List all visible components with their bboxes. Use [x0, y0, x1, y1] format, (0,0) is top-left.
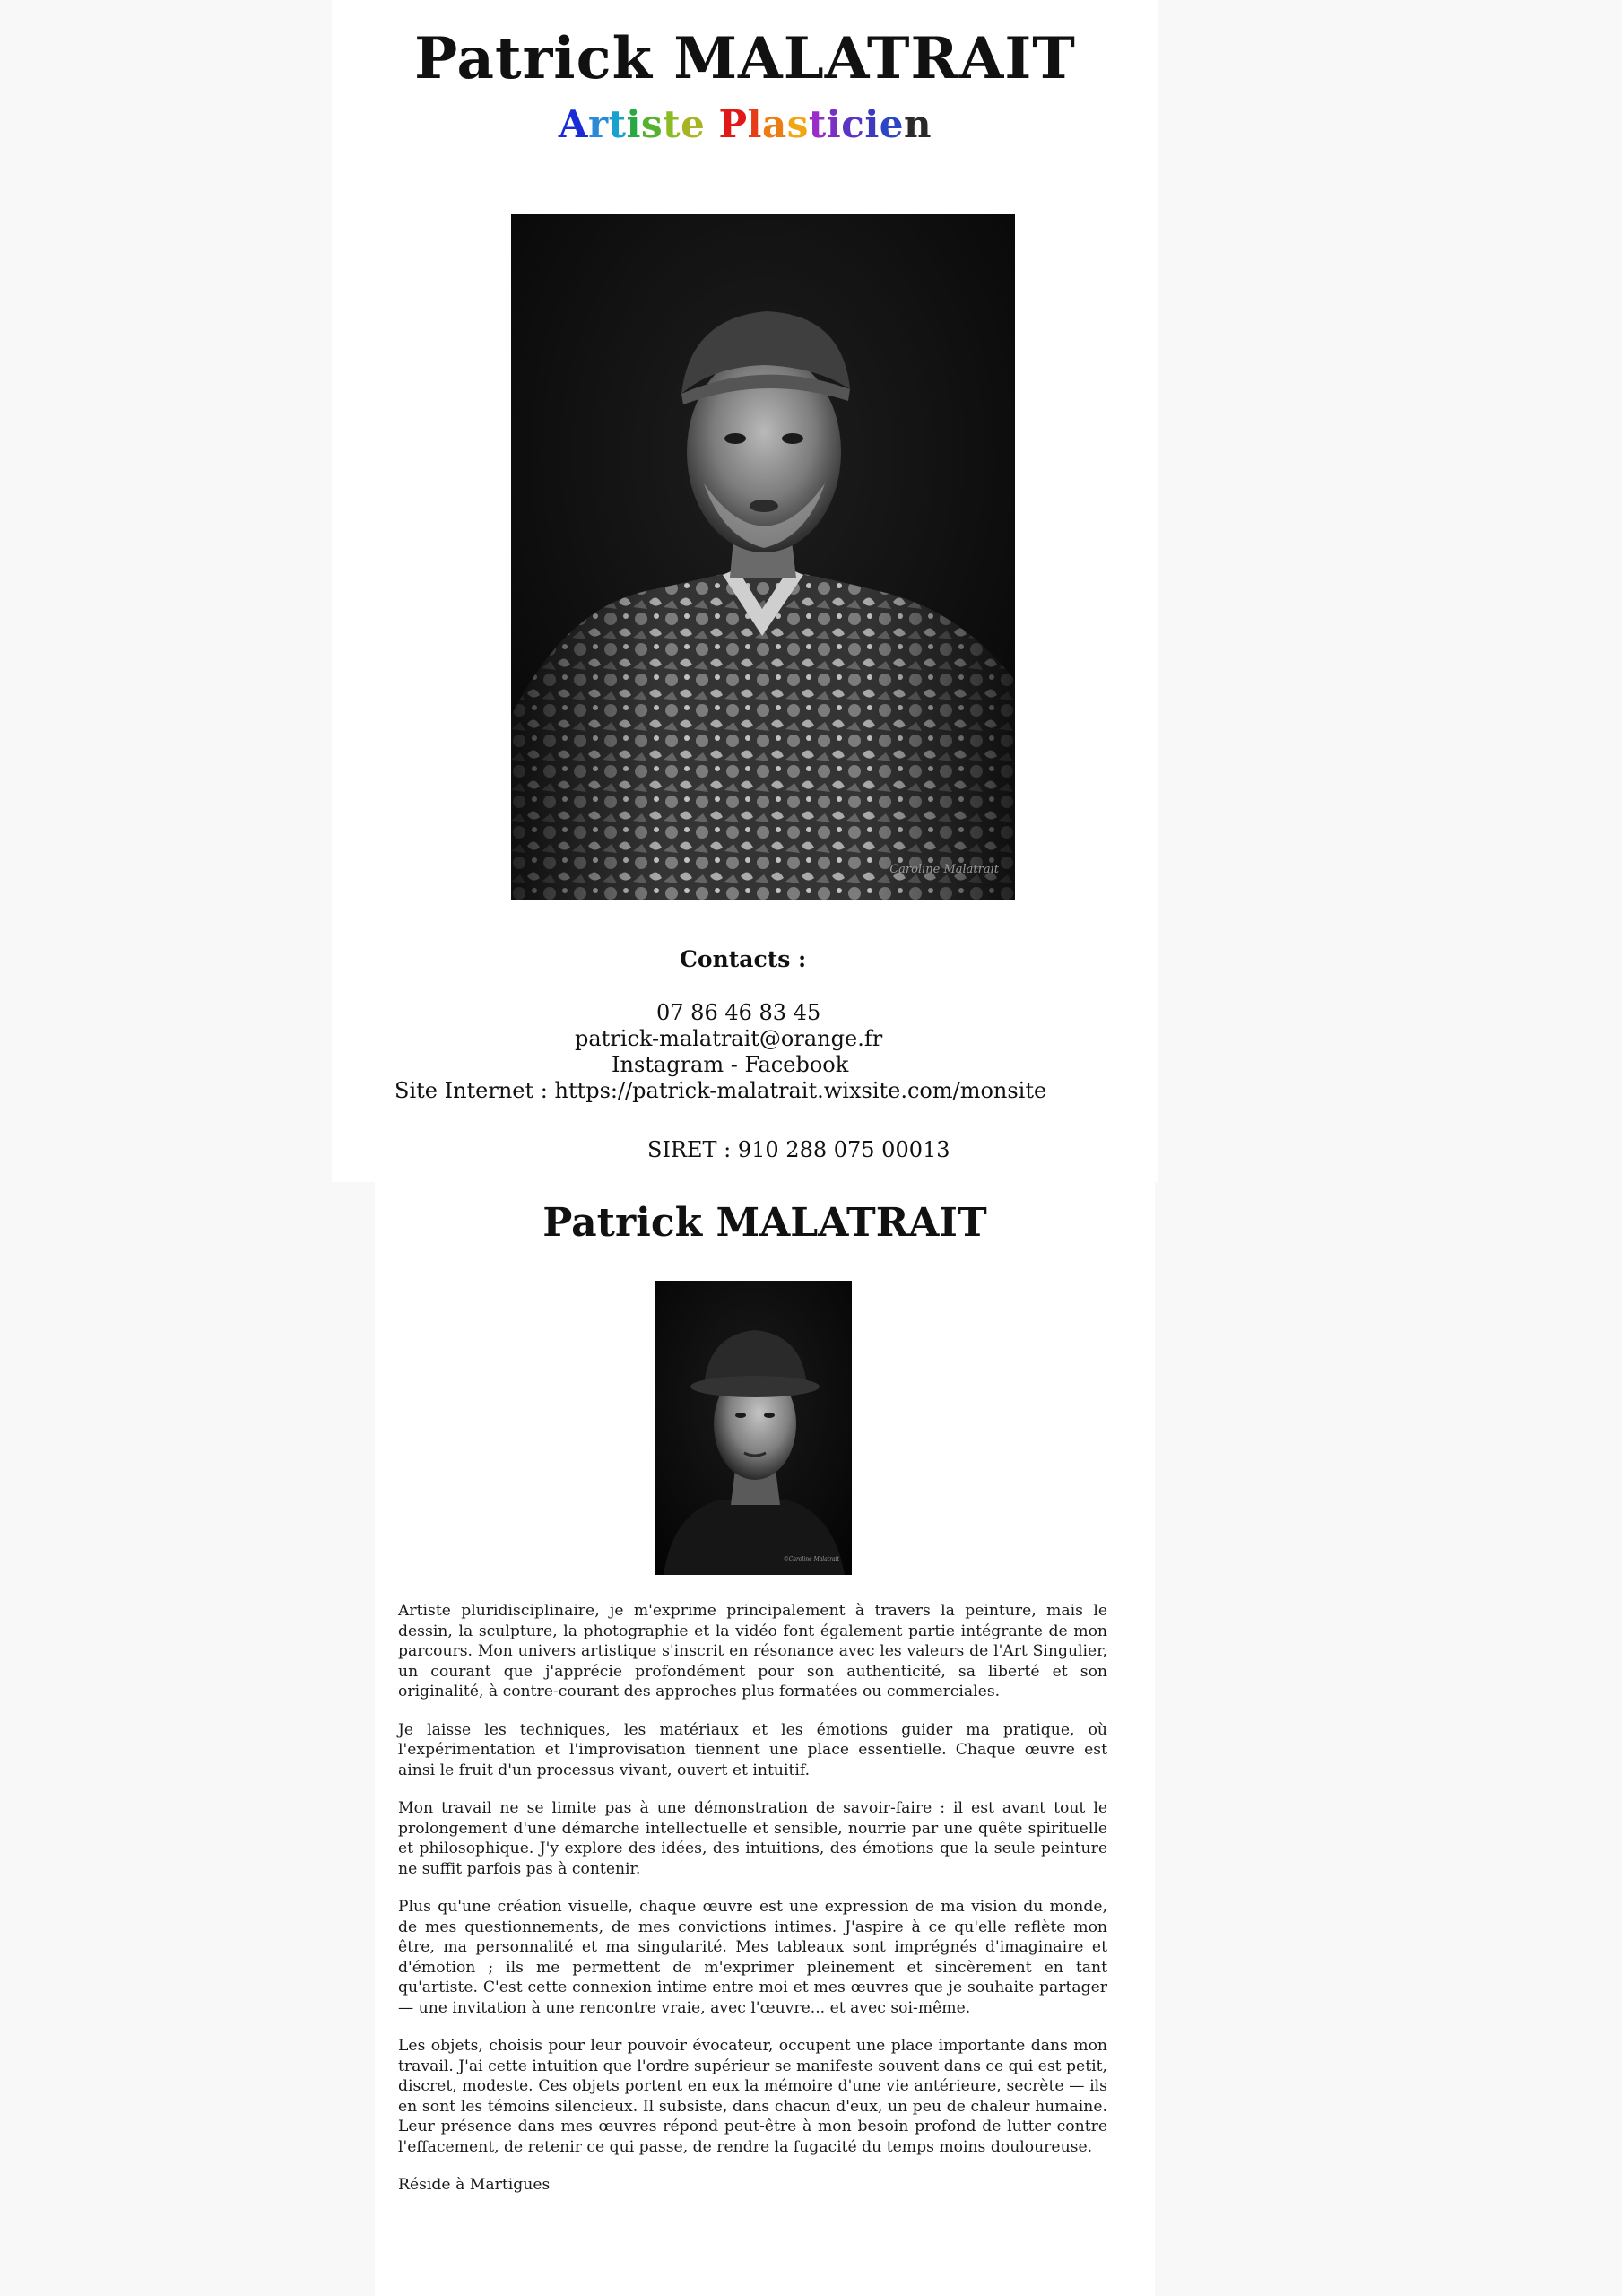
subtitle-letter: i — [864, 102, 880, 146]
subtitle-letter: l — [747, 102, 762, 146]
artist-portrait-large — [511, 214, 1015, 900]
subtitle-letter: i — [626, 102, 642, 146]
subtitle-letter: P — [718, 102, 748, 146]
contact-social-links[interactable]: Instagram - Facebook — [612, 1052, 849, 1077]
artist-biography — [398, 1601, 1107, 2213]
subtitle-letter: c — [841, 102, 865, 146]
subtitle-letter: s — [641, 102, 664, 146]
subtitle-letter: i — [826, 102, 842, 146]
subtitle-letter: t — [808, 102, 827, 146]
artist-name-heading: Patrick MALATRAIT — [542, 1200, 987, 1246]
photo-credit: Caroline Malatrait — [889, 863, 999, 876]
subtitle-letter: n — [904, 102, 932, 146]
contacts-heading: Contacts : — [680, 946, 807, 972]
subtitle-letter — [705, 102, 718, 146]
bio-paragraph: Artiste pluridisciplinaire, je m'exprime principalement à travers la peinture, mais le dessin, la sculpture, la photographie et la vidéo font également partie intégrante de mon parcours. Mon univers artistique s'inscrit en résonance avec les valeurs de l'Art Singulier, un courant que j'apprécie profondément pour son authenticité, sa liberté et son originalité, à contre-courant des approches plus formatées ou commerciales. — [398, 1602, 1107, 1700]
contact-phone[interactable]: 07 86 46 83 45 — [656, 1000, 821, 1025]
artist-portrait-small — [655, 1281, 852, 1575]
contact-email[interactable]: patrick-malatrait@orange.fr — [575, 1026, 883, 1051]
subtitle-letter: e — [681, 102, 706, 146]
artist-name-title: Patrick MALATRAIT — [414, 25, 1076, 92]
contact-siret: SIRET : 910 288 075 00013 — [647, 1137, 950, 1162]
subtitle-letter: t — [663, 102, 681, 146]
subtitle-letter: a — [762, 102, 787, 146]
subtitle-letter: r — [588, 102, 609, 146]
photo-credit-small: ©Caroline Malatrait — [783, 1556, 839, 1562]
subtitle-letter: e — [879, 102, 905, 146]
bio-paragraph: Je laisse les techniques, les matériaux et les émotions guider ma pratique, où l'expérimentation et l'improvisation tiennent une place essentielle. Chaque œuvre est ainsi le fruit d'un processus vivant, ouvert et intuitif. — [398, 1720, 1107, 1779]
bio-paragraph: Plus qu'une création visuelle, chaque œuvre est une expression de ma vision du monde, de mes questionnements, de mes convictions intimes. J'aspire à ce qu'elle reflète mon être, ma personnalité et ma singularité. Mes tableaux sont imprégnés d'imaginaire et d'émotion ; ils me permettent de m'exprimer pleinement et sincèrement en tant qu'artiste. C'est cette connexion intime entre moi et mes œuvres que je souhaite partager — une invitation à une rencontre vraie, avec l'œuvre... et avec soi-même. — [398, 1898, 1107, 2017]
subtitle-letter: s — [786, 102, 809, 146]
bio-residence: Réside à Martigues — [398, 2176, 551, 2194]
subtitle-letter: A — [558, 102, 588, 146]
bio-paragraph: Les objets, choisis pour leur pouvoir évocateur, occupent une place importante dans mon travail. J'ai cette intuition que l'ordre supérieur se manifeste souvent dans ce qui est petit, discret, modeste. Ces objets portent en eux la mémoire d'une vie antérieure, secrète — ils en sont les témoins silencieux. Il subsiste, dans chacun d'eux, un peu de chaleur humaine. Leur présence dans mes œuvres répond peut-être à mon besoin profond de lutter contre l'effacement, de retenir ce qui passe, de rendre la fugacité du temps moins douloureuse. — [398, 2037, 1107, 2156]
subtitle-letter: t — [608, 102, 627, 146]
bio-paragraph: Mon travail ne se limite pas à une démonstration de savoir-faire : il est avant tout le prolongement d'une démarche intellectuelle et sensible, nourrie par une quête spirituelle et philosophique. J'y explore des idées, des intuitions, des émotions que la seule peinture ne suffit parfois pas à contenir. — [398, 1799, 1107, 1878]
artist-subtitle — [332, 102, 1158, 146]
contact-website[interactable]: Site Internet : https://patrick-malatrait.wixsite.com/monsite — [395, 1078, 1047, 1103]
